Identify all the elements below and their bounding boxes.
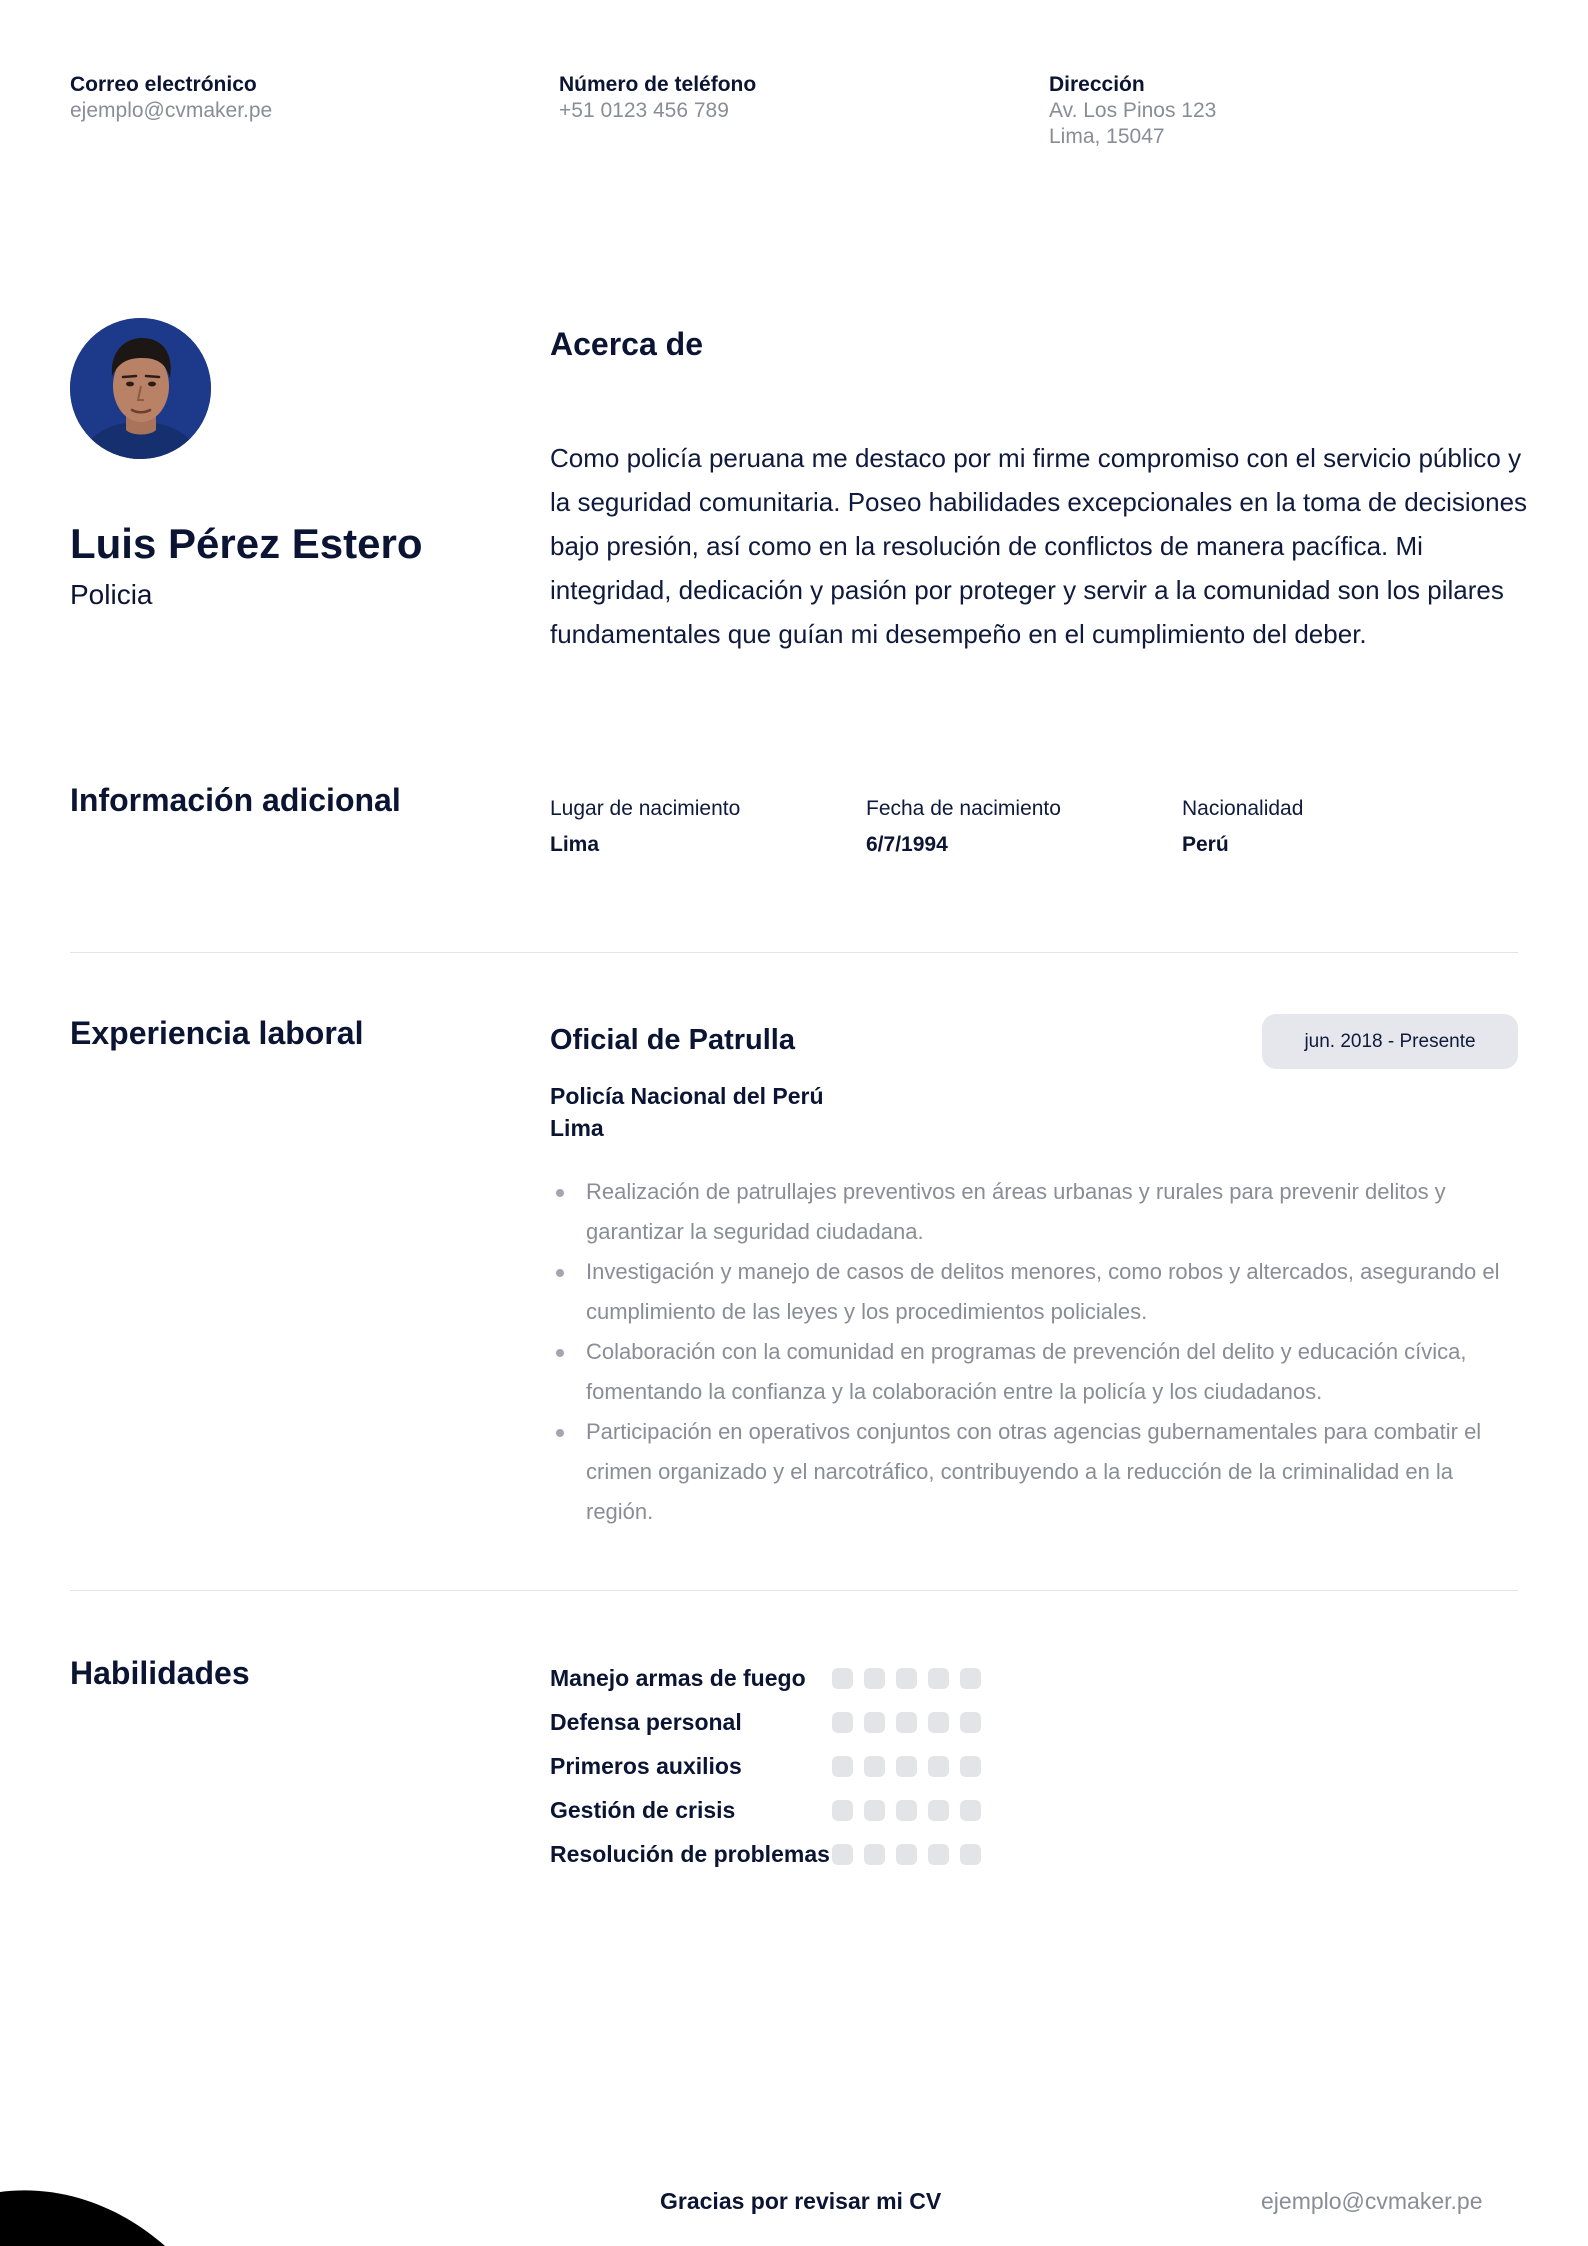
company-location: Lima xyxy=(550,1115,604,1141)
info-nationality-label: Nacionalidad xyxy=(1182,797,1304,820)
divider xyxy=(70,1590,1518,1591)
list-item: Investigación y manejo de casos de delitos menores, como robos y altercados, asegurando el cumplimiento de las leyes y los procedimientos policiales. xyxy=(550,1252,1518,1332)
rating-dot xyxy=(832,1800,853,1821)
list-item: Colaboración con la comunidad en programas de prevención del delito y educación cívica, fomentando la confianza y la colaboración entre la policía y los ciudadanos. xyxy=(550,1332,1518,1412)
rating-dot xyxy=(896,1712,917,1733)
divider xyxy=(70,952,1518,953)
skill-rating xyxy=(832,1756,981,1777)
contact-address xyxy=(1049,72,1216,150)
rating-dot xyxy=(864,1668,885,1689)
rating-dot xyxy=(896,1668,917,1689)
rating-dot xyxy=(832,1668,853,1689)
skill-row xyxy=(550,1656,981,1700)
list-item: Participación en operativos conjuntos con otras agencias gubernamentales para combatir el crimen organizado y el narcotráfico, contribuyendo a la reducción de la criminalidad en la región. xyxy=(550,1412,1518,1532)
rating-dot xyxy=(928,1844,949,1865)
job-bullet-list xyxy=(550,1172,1518,1532)
address-line-2: Lima, 15047 xyxy=(1049,125,1165,148)
phone-label: Número de teléfono xyxy=(559,73,757,96)
rating-dot xyxy=(960,1712,981,1733)
about-title: Acerca de xyxy=(550,326,703,362)
corner-decoration xyxy=(0,2180,180,2246)
skill-row xyxy=(550,1788,981,1832)
email-value[interactable]: ejemplo@cvmaker.pe xyxy=(70,99,273,122)
info-birthplace-value: Lima xyxy=(550,833,600,856)
skill-name: Defensa personal xyxy=(550,1708,742,1735)
rating-dot xyxy=(960,1844,981,1865)
skill-name: Resolución de problemas xyxy=(550,1840,830,1867)
footer-thanks: Gracias por revisar mi CV xyxy=(660,2188,942,2214)
phone-value[interactable]: +51 0123 456 789 xyxy=(559,99,729,122)
skill-row xyxy=(550,1832,981,1876)
skill-rating xyxy=(832,1844,981,1865)
rating-dot xyxy=(960,1800,981,1821)
skill-name: Primeros auxilios xyxy=(550,1752,742,1779)
person-photo-icon xyxy=(70,318,211,459)
info-nationality xyxy=(1182,796,1303,858)
list-item: Realización de patrullajes preventivos en áreas urbanas y rurales para prevenir delitos y garantizar la seguridad ciudadana. xyxy=(550,1172,1518,1252)
info-birthdate-value: 6/7/1994 xyxy=(866,833,948,856)
rating-dot xyxy=(928,1800,949,1821)
avatar xyxy=(70,318,211,459)
person-role: Policia xyxy=(70,579,153,610)
rating-dot xyxy=(864,1800,885,1821)
rating-dot xyxy=(864,1712,885,1733)
contact-email xyxy=(70,72,272,124)
info-birthplace xyxy=(550,796,740,858)
rating-dot xyxy=(960,1668,981,1689)
skill-row xyxy=(550,1744,981,1788)
additional-info-title: Información adicional xyxy=(70,782,401,818)
rating-dot xyxy=(832,1756,853,1777)
skill-row xyxy=(550,1700,981,1744)
rating-dot xyxy=(928,1712,949,1733)
rating-dot xyxy=(928,1756,949,1777)
job-company xyxy=(550,1080,824,1144)
company-name: Policía Nacional del Perú xyxy=(550,1083,824,1109)
rating-dot xyxy=(864,1844,885,1865)
rating-dot xyxy=(928,1668,949,1689)
skill-rating xyxy=(832,1712,981,1733)
rating-dot xyxy=(896,1756,917,1777)
contact-phone xyxy=(559,72,756,124)
rating-dot xyxy=(896,1844,917,1865)
skills-list xyxy=(550,1656,981,1876)
info-birthplace-label: Lugar de nacimiento xyxy=(550,797,741,820)
rating-dot xyxy=(960,1756,981,1777)
rating-dot xyxy=(832,1712,853,1733)
person-name: Luis Pérez Estero xyxy=(70,520,423,567)
rating-dot xyxy=(832,1844,853,1865)
info-birthdate-label: Fecha de nacimiento xyxy=(866,797,1061,820)
rating-dot xyxy=(896,1800,917,1821)
skills-title: Habilidades xyxy=(70,1655,250,1691)
address-line-1: Av. Los Pinos 123 xyxy=(1049,99,1217,122)
job-title: Oficial de Patrulla xyxy=(550,1024,795,1056)
skill-name: Manejo armas de fuego xyxy=(550,1664,806,1691)
skill-rating xyxy=(832,1800,981,1821)
info-birthdate xyxy=(866,796,1061,858)
experience-title: Experiencia laboral xyxy=(70,1015,364,1051)
info-nationality-value: Perú xyxy=(1182,833,1229,856)
rating-dot xyxy=(864,1756,885,1777)
job-dates-badge: jun. 2018 - Presente xyxy=(1262,1014,1518,1069)
about-text: Como policía peruana me destaco por mi firme compromiso con el servicio público y la seguridad comunitaria. Poseo habilidades excepcionales en la toma de decisiones bajo presión, así como en la resolución de conflictos de manera pacífica. Mi integridad, dedicación y pasión por proteger y servir a la comunidad son los pilares fundamentales que guían mi desempeño en el cumplimiento del deber. xyxy=(550,443,1528,649)
footer-email[interactable]: ejemplo@cvmaker.pe xyxy=(1261,2188,1483,2214)
skill-name: Gestión de crisis xyxy=(550,1796,736,1823)
skill-rating xyxy=(832,1668,981,1689)
email-label: Correo electrónico xyxy=(70,73,257,96)
address-label: Dirección xyxy=(1049,73,1145,96)
